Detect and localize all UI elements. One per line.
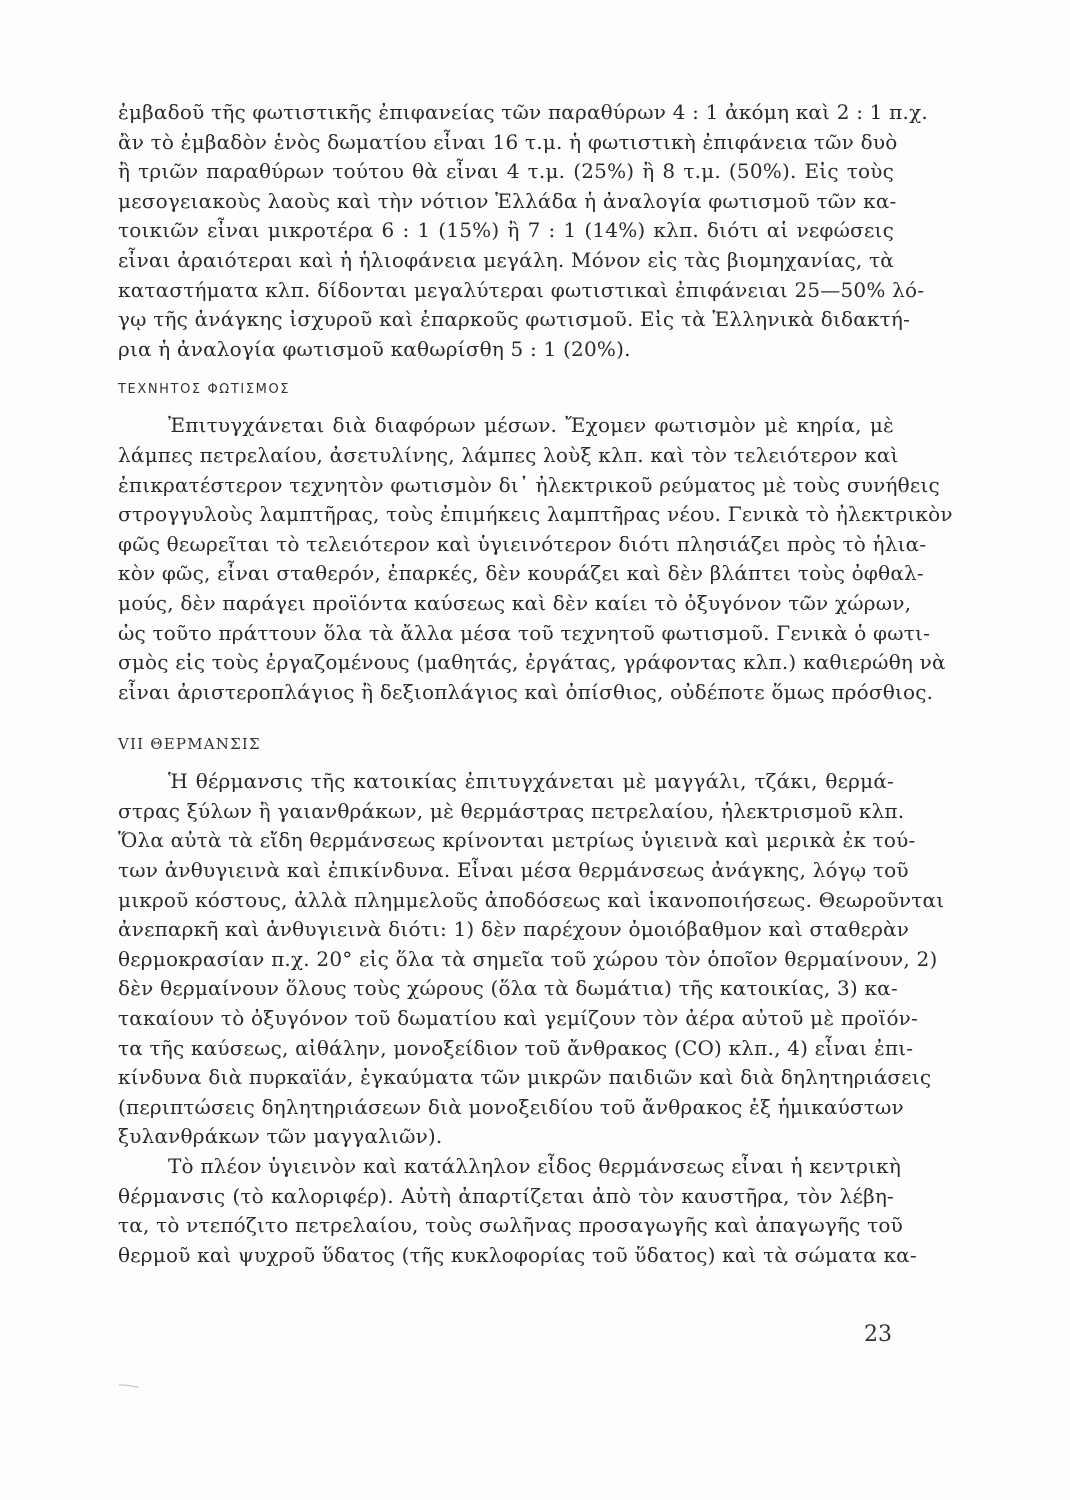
- text-line: στρογγυλοὺς λαμπτῆρας, τοὺς ἐπιμήκεις λαμπτῆρας νέου. Γενικὰ τὸ ἠλεκτρικὸν: [118, 502, 953, 527]
- text-line: κίνδυνα διὰ πυρκαϊάν, ἐγκαύματα τῶν μικρῶν παιδιῶν καὶ διὰ δηλητηριάσεις: [118, 1065, 932, 1090]
- text-line: κὸν φῶς, εἶναι σταθερόν, ἐπαρκές, δὲν κουράζει καὶ δὲν βλάπτει τοὺς ὀφθαλ-: [118, 561, 924, 586]
- text-line: μούς, δὲν παράγει προϊόντα καύσεως καὶ δὲν καίει τὸ ὀξυγόνον τῶν χώρων,: [118, 590, 912, 615]
- page-content: [118, 98, 953, 1270]
- text-line: Ὅλα αὐτὰ τὰ εἴδη θερμάνσεως κρίνονται μετρίως ὑγιεινὰ καὶ μερικὰ ἐκ τού-: [118, 828, 916, 853]
- text-line: μεσογειακοὺς λαοὺς καὶ τὴν νότιον Ἑλλάδα ἡ ἀναλογία φωτισμοῦ τῶν κα-: [118, 188, 897, 213]
- text-line: ὡς τοῦτο πράττουν ὅλα τὰ ἄλλα μέσα τοῦ τεχνητοῦ φωτισμοῦ. Γενικὰ ὁ φωτι-: [118, 620, 931, 645]
- text-line: ἐπικρατέστερον τεχνητὸν φωτισμὸν δι᾽ ἠλεκτρικοῦ ρεύματος μὲ τοὺς συνήθεις: [118, 472, 940, 497]
- section-heading-artificial-lighting: ΤΕΧΝΗΤΟΣ ΦΩΤΙΣΜΟΣ: [118, 382, 291, 398]
- page-number: 23: [864, 1322, 892, 1347]
- text-line: θερμοκρασίαν π.χ. 20° εἰς ὅλα τὰ σημεῖα τοῦ χώρου τὸν ὁποῖον θερμαίνουν, 2): [118, 946, 938, 971]
- text-line: των ἀνθυγιεινὰ καὶ ἐπικίνδυνα. Εἶναι μέσα θερμάνσεως ἀνάγκης, λόγῳ τοῦ: [118, 858, 909, 883]
- text-line: ρια ἡ ἀναλογία φωτισμοῦ καθωρίσθη 5 : 1 (20%).: [118, 336, 631, 361]
- text-line: Ἐπιτυγχάνεται διὰ διαφόρων μέσων. Ἔχομεν φωτισμὸν μὲ κηρία, μὲ: [168, 413, 894, 438]
- ink-smudge: [119, 1383, 139, 1389]
- text-line: εἶναι ἀριστεροπλάγιος ἢ δεξιοπλάγιος καὶ ὀπίσθιος, οὐδέποτε ὅμως πρόσθιος.: [118, 679, 934, 704]
- paragraph-central-heating: [118, 1152, 917, 1270]
- paragraph-heating: [118, 767, 945, 1152]
- text-line: σμὸς εἰς τοὺς ἐργαζομένους (μαθητάς, ἐργάτας, γράφοντας κλπ.) καθιερώθη νὰ: [118, 650, 946, 675]
- text-line: γῳ τῆς ἀνάγκης ἰσχυροῦ καὶ ἐπαρκοῦς φωτισμοῦ. Εἰς τὰ Ἑλληνικὰ διδακτή-: [118, 307, 911, 332]
- paragraph-daylight-ratio: [118, 98, 928, 364]
- text-line: τακαίουν τὸ ὀξυγόνον τοῦ δωματίου καὶ γεμίζουν τὸν ἀέρα αὐτοῦ μὲ προϊόν-: [118, 1006, 918, 1031]
- text-line: μικροῦ κόστους, ἀλλὰ πλημμελοῦς ἀποδόσεως καὶ ἱκανοποιήσεως. Θεωροῦνται: [118, 887, 945, 912]
- text-line: ξυλανθράκων τῶν μαγγαλιῶν).: [118, 1124, 443, 1149]
- text-line: ἀνεπαρκῆ καὶ ἀνθυγιεινὰ διότι: 1) δὲν παρέχουν ὁμοιόβαθμον καὶ σταθερὰν: [118, 917, 910, 942]
- text-line: καταστήματα κλπ. δίδονται μεγαλύτεραι φωτιστικαὶ ἐπιφάνειαι 25—50% λό-: [118, 277, 925, 302]
- text-line: θερμοῦ καὶ ψυχροῦ ὕδατος (τῆς κυκλοφορίας τοῦ ὕδατος) καὶ τὰ σώματα κα-: [118, 1242, 917, 1267]
- text-line: εἶναι ἀραιότεραι καὶ ἡ ἡλιοφάνεια μεγάλη. Μόνον εἰς τὰς βιομηχανίας, τὰ: [118, 247, 894, 272]
- text-line: τα, τὸ ντεπόζιτο πετρελαίου, τοὺς σωλῆνας προσαγωγῆς καὶ ἀπαγωγῆς τοῦ: [118, 1213, 903, 1238]
- text-line: Τὸ πλέον ὑγιεινὸν καὶ κατάλληλον εἶδος θερμάνσεως εἶναι ἡ κεντρικὴ: [168, 1154, 902, 1178]
- text-line: δὲν θερμαίνουν ὅλους τοὺς χώρους (ὅλα τὰ δωμάτια) τῆς κατοικίας, 3) κα-: [118, 976, 898, 1001]
- text-line: ἐμβαδοῦ τῆς φωτιστικῆς ἐπιφανείας τῶν παραθύρων 4 : 1 ἀκόμη καὶ 2 : 1 π.χ.: [118, 100, 928, 124]
- text-line: ἢ τριῶν παραθύρων τούτου θὰ εἶναι 4 τ.μ. (25%) ἢ 8 τ.μ. (50%). Εἰς τοὺς: [118, 159, 894, 184]
- text-line: θέρμανσις (τὸ καλοριφέρ). Αὐτὴ ἀπαρτίζεται ἀπὸ τὸν καυστῆρα, τὸν λέβη-: [118, 1183, 894, 1208]
- text-line: φῶς θεωρεῖται τὸ τελειότερον καὶ ὑγιεινότερον διότι πλησιάζει πρὸς τὸ ἡλια-: [118, 531, 927, 556]
- section-heading-heating: VII ΘΕΡΜΑΝΣΙΣ: [118, 735, 261, 754]
- text-line: (περιπτώσεις δηλητηριάσεων διὰ μονοξειδίου τοῦ ἄνθρακος ἐξ ἡμικαύστων: [118, 1094, 904, 1119]
- text-line: ἂν τὸ ἐμβαδὸν ἑνὸς δωματίου εἶναι 16 τ.μ. ἡ φωτιστικὴ ἐπιφάνεια τῶν δυὸ: [118, 129, 898, 154]
- text-line: λάμπες πετρελαίου, ἀσετυλίνης, λάμπες λοὺξ κλπ. καὶ τὸν τελειότερον καὶ: [118, 442, 899, 467]
- paragraph-artificial-lighting: [118, 411, 953, 707]
- text-line: Ἡ θέρμανσις τῆς κατοικίας ἐπιτυγχάνεται μὲ μαγγάλι, τζάκι, θερμά-: [168, 769, 894, 794]
- text-line: τοικιῶν εἶναι μικροτέρα 6 : 1 (15%) ἢ 7 : 1 (14%) κλπ. διότι αἱ νεφώσεις: [118, 218, 894, 243]
- text-line: στρας ξύλων ἢ γαιανθράκων, μὲ θερμάστρας πετρελαίου, ἠλεκτρισμοῦ κλπ.: [118, 798, 905, 823]
- text-line: τα τῆς καύσεως, αἰθάλην, μονοξείδιον τοῦ ἄνθρακος (CO) κλπ., 4) εἶναι ἐπι-: [118, 1035, 914, 1060]
